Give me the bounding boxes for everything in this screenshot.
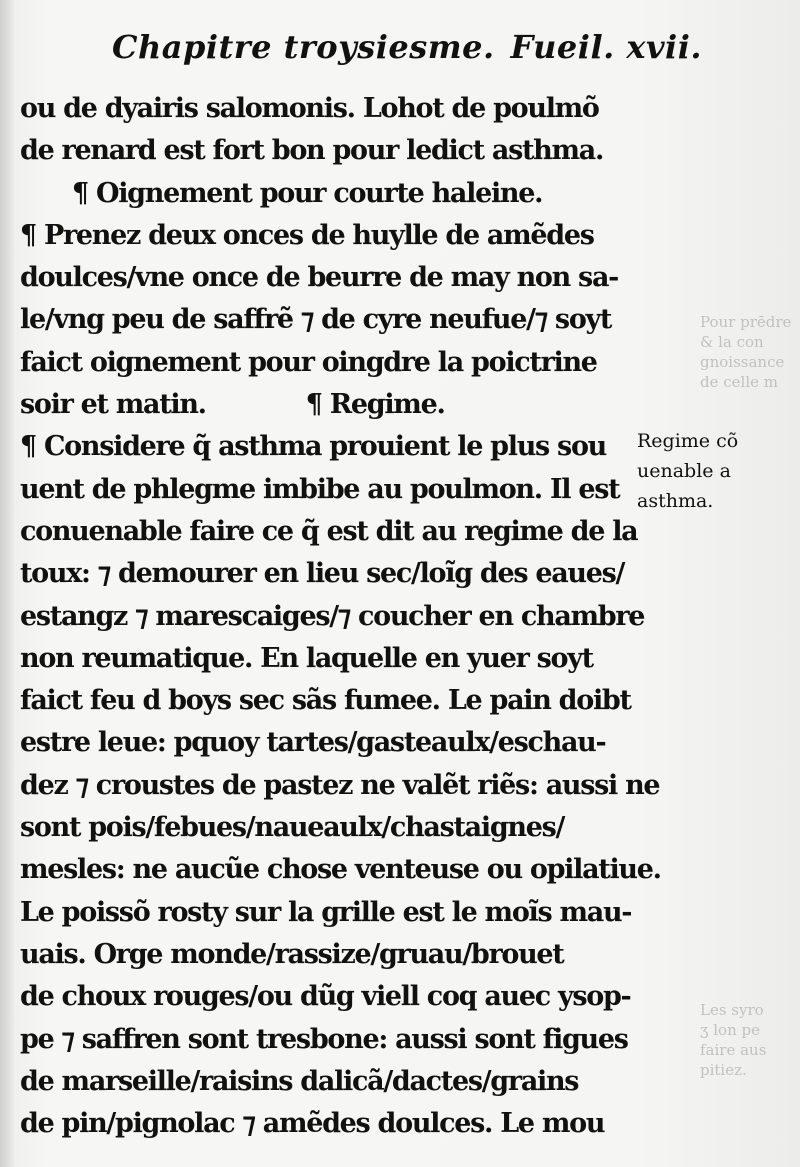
text-line: de pin/pignolac ⁊ amẽdes doulces. Le mou (20, 1108, 605, 1140)
text-line: toux: ⁊ demourer en lieu sec/loĩg des eaues/ (20, 558, 625, 590)
text-line: doulces/vne once de beurre de may non sa- (20, 262, 619, 294)
bleed-through-text: Pour prēdre & la con gnoissance de celle m (700, 313, 792, 391)
text-line: ¶ Considere q̃ asthma prouient le plus sou (20, 431, 606, 463)
text-line: non reumatique. En laquelle en yuer soyt (20, 642, 593, 674)
text-line: de marseille/raisins dalicã/dactes/grains (20, 1065, 579, 1097)
text-line: soir et matin. (20, 389, 206, 421)
text-line: de renard est fort bon pour ledict asthma. (20, 135, 604, 167)
text-line: dez ⁊ croustes de pastez ne valẽt riẽs: aussi ne (20, 769, 660, 801)
main-text-column (20, 88, 661, 1145)
bleed-through-text-lower: Les syro ʒ lon pe faire aus pitiez. (700, 1001, 767, 1079)
text-line: uais. Orge monde/rassize/gruau/brouet (20, 938, 564, 970)
text-line: estangz ⁊ marescaiges/⁊ coucher en chambre (20, 600, 645, 632)
text-line: faict feu d boys sec sãs fumee. Le pain doibt (20, 685, 631, 717)
text-line: uent de phlegme imbibe au poulmon. Il est (20, 473, 620, 505)
text-line: estre leue: pquoy tartes/gasteaulx/eschau- (20, 727, 606, 759)
folio-number: Fueil. xvii. (510, 28, 702, 66)
text-line: conuenable faire ce q̃ est dit au regime de la (20, 515, 638, 547)
text-line: ou de dyairis salomonis. Lohot de poulmõ (20, 93, 599, 124)
text-line-with-heading (20, 384, 632, 426)
running-header (112, 28, 702, 76)
marginal-note-line: Regime cõ (637, 430, 739, 452)
text-line: Le poissõ rosty sur la grille est le moĩs mau- (20, 896, 632, 928)
text-line: ¶ Prenez deux onces de huylle de amẽdes (20, 219, 594, 251)
chapter-title: Chapitre troysiesme. (112, 28, 495, 66)
marginal-note-line: asthma. (637, 490, 714, 512)
text-line: pe ⁊ saffren sont tresbone: aussi sont figues (20, 1023, 628, 1055)
text-line: de choux rouges/ou dũg viell coq auec ysop- (20, 981, 631, 1013)
marginal-note (637, 426, 787, 516)
text-line: le/vng peu de saffrẽ ⁊ de cyre neufue/⁊ soyt (20, 304, 612, 336)
text-line: faict oignement pour oingdre la poictrine (20, 346, 597, 378)
section-heading: ¶ Oignement pour courte haleine. (72, 177, 543, 209)
regime-heading: ¶ Regime. (305, 389, 445, 421)
page-edge-shadow (0, 0, 14, 1167)
text-line: mesles: ne aucũe chose venteuse ou opilatiue. (20, 854, 661, 886)
marginal-note-line: uenable a (637, 460, 731, 482)
text-line: sont pois/febues/naueaulx/chastaignes/ (20, 812, 565, 844)
